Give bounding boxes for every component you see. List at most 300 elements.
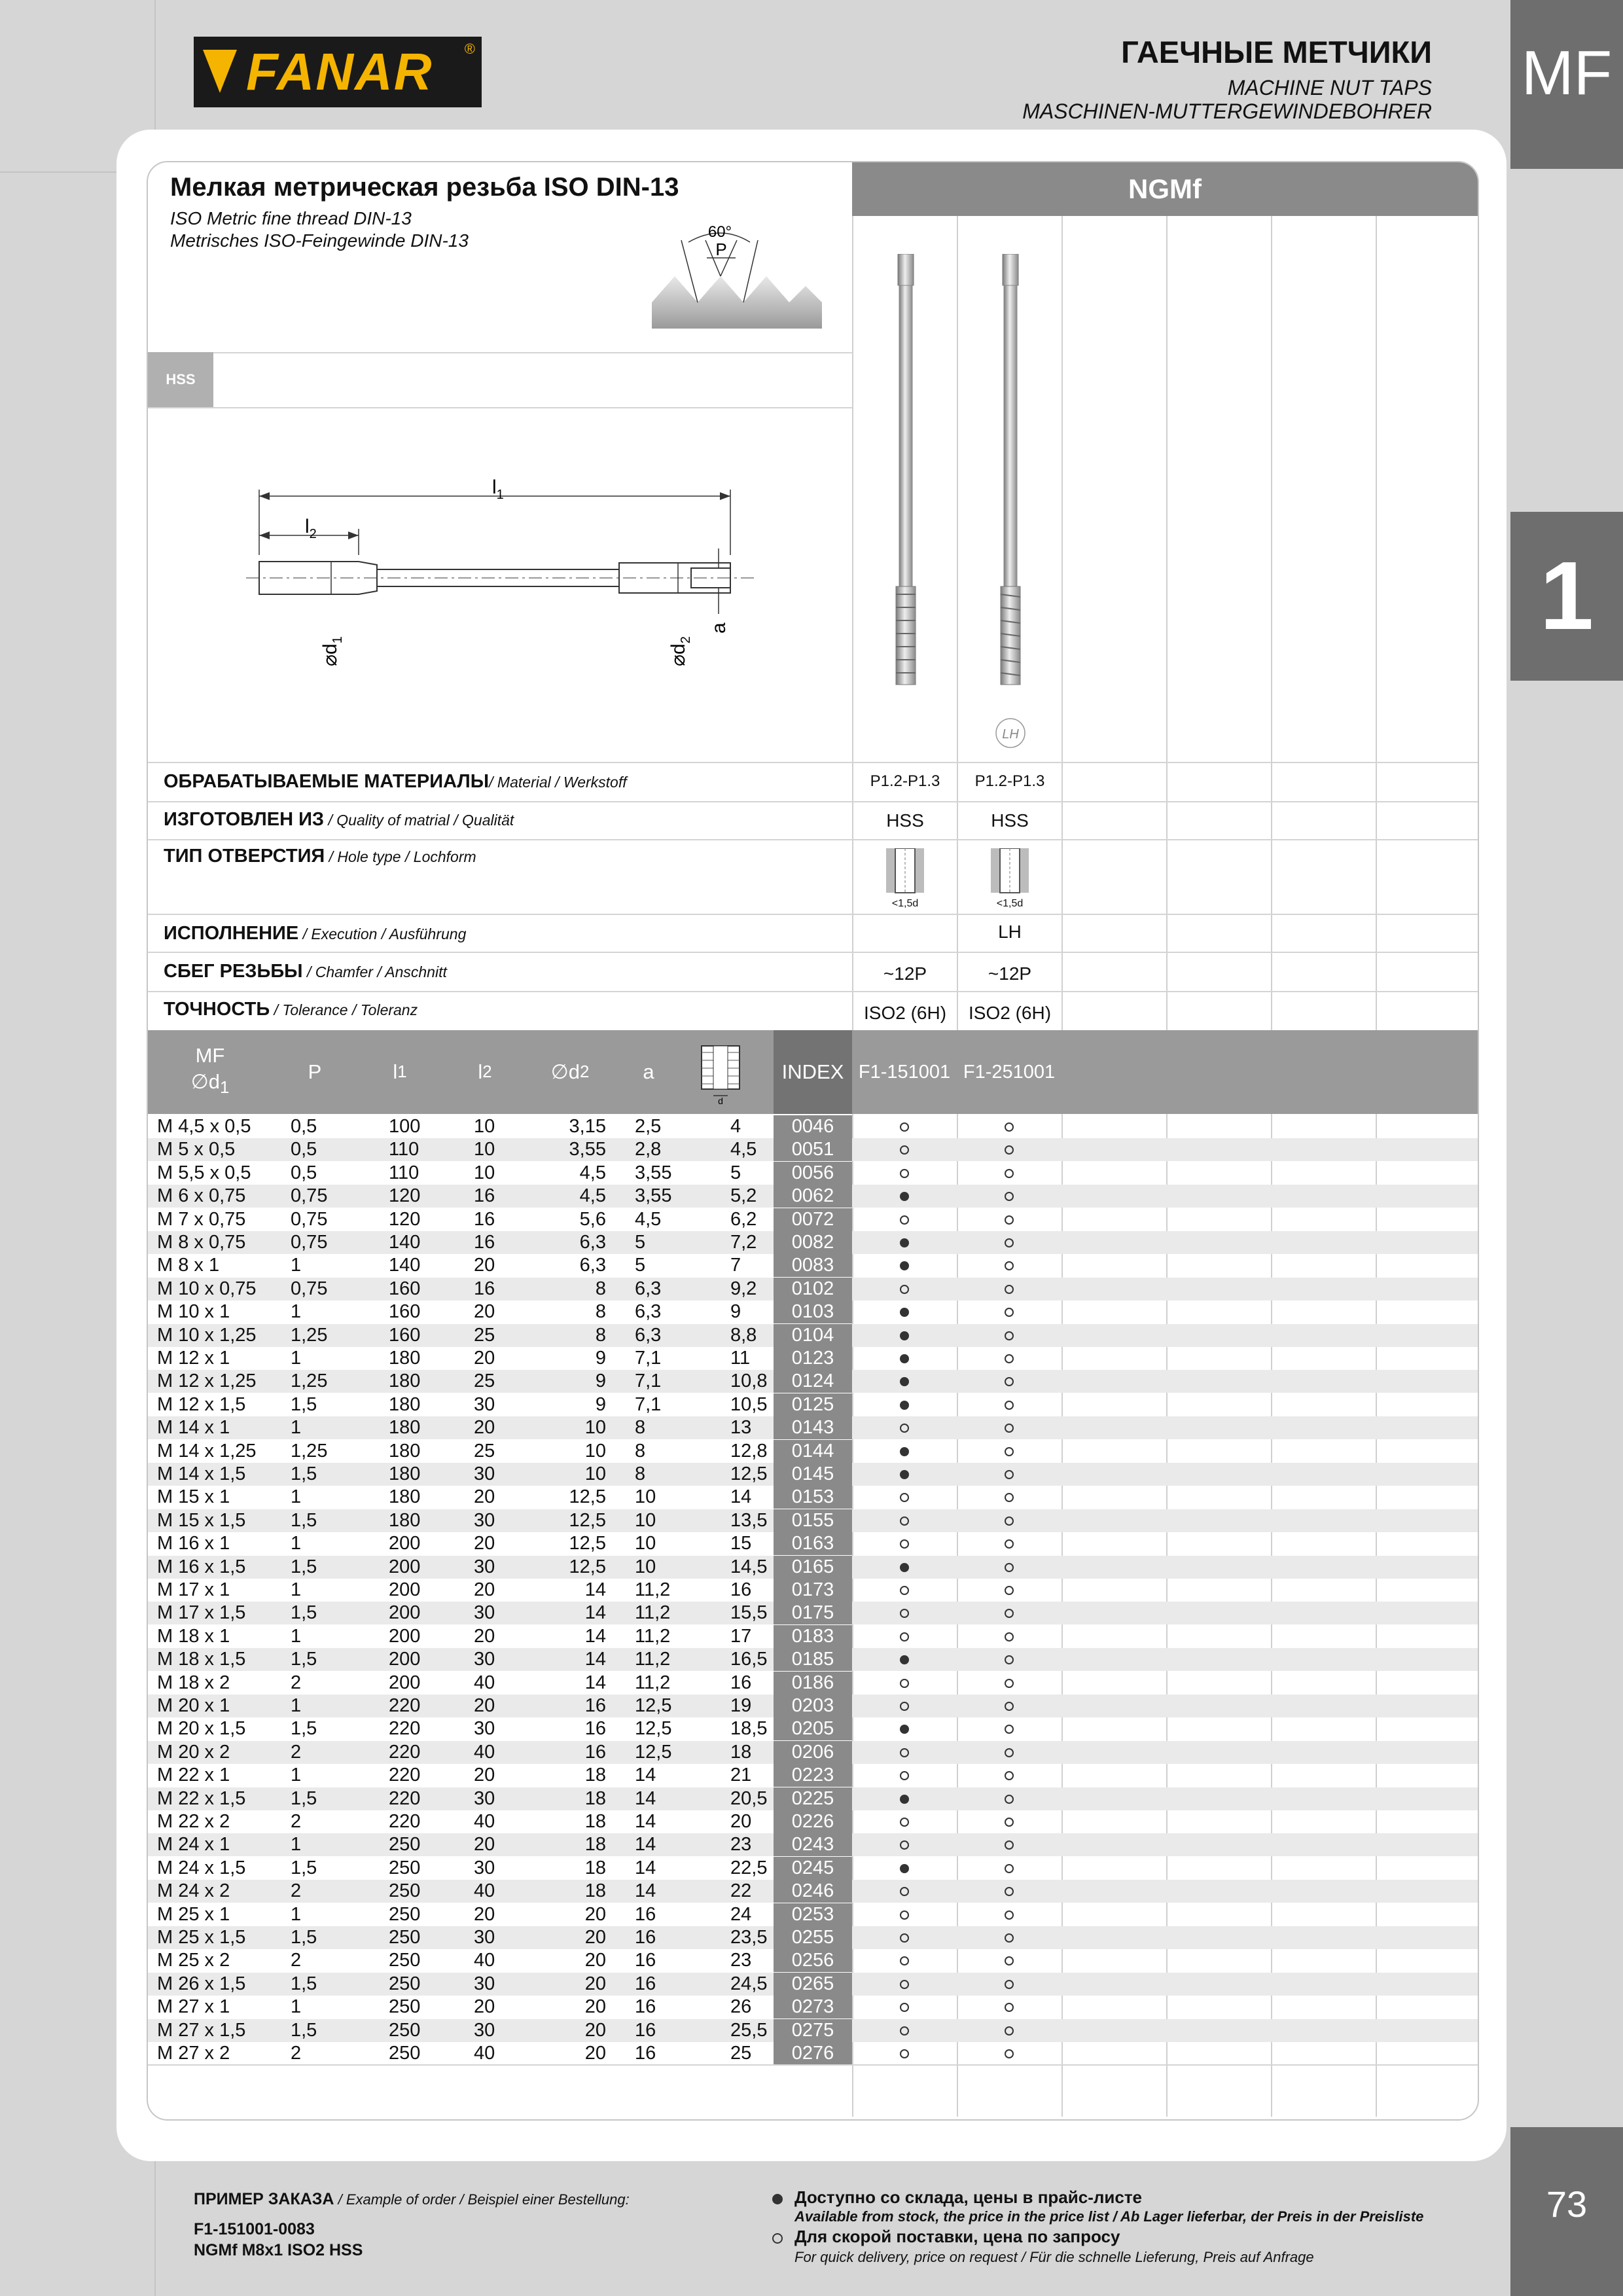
on-request-dot-icon — [900, 2049, 909, 2058]
cell-size: M 15 x 1 — [157, 1486, 230, 1508]
dim-l2: l — [305, 516, 310, 537]
cell-drill: 4,5 — [730, 1139, 757, 1160]
cell-drill: 23 — [730, 1834, 752, 1856]
table-row — [148, 1278, 1478, 1300]
cell-drill: 15,5 — [730, 1602, 768, 1624]
cell-l2: 20 — [474, 1834, 495, 1856]
cell-a: 10 — [635, 1509, 656, 1531]
cell-d2: 12,5 — [569, 1556, 606, 1577]
cell-a: 5 — [635, 1232, 646, 1253]
cell-d2: 20 — [584, 1996, 606, 2018]
cell-a: 16 — [635, 1927, 656, 1948]
cell-pitch: 0,75 — [291, 1185, 328, 1207]
cell-l1: 250 — [389, 1996, 421, 2018]
cell-pitch: 1,5 — [291, 1602, 317, 1624]
on-request-dot-icon — [900, 2003, 909, 2012]
cell-a: 6,3 — [635, 1324, 662, 1346]
on-request-dot-icon — [772, 2233, 783, 2244]
table-header — [148, 1030, 1478, 1114]
cell-l1: 200 — [389, 1649, 421, 1670]
cell-pitch: 2 — [291, 1950, 302, 1971]
page-title-de: MASCHINEN-MUTTERGEWINDEBOHRER — [1022, 99, 1432, 123]
cell-pitch: 1,5 — [291, 1787, 317, 1809]
cell-d2: 14 — [584, 1672, 606, 1693]
svg-text:⌀d2 — [668, 636, 693, 666]
divider — [148, 839, 1478, 840]
cell-drill: 16 — [730, 1579, 752, 1600]
dim-d1-sub: 1 — [330, 636, 345, 644]
in-stock-dot-icon — [900, 1470, 909, 1479]
table-row — [148, 1579, 1478, 1602]
cell-pitch: 1,5 — [291, 1973, 317, 1994]
cell-l1: 180 — [389, 1440, 421, 1462]
cell-drill: 12,5 — [730, 1463, 768, 1484]
cell-l1: 120 — [389, 1185, 421, 1207]
page-title-en: MACHINE NUT TAPS — [1227, 76, 1432, 99]
cell-pitch: 2 — [291, 1672, 302, 1693]
cell-drill: 22,5 — [730, 1857, 768, 1878]
on-request-dot-icon — [900, 1702, 909, 1711]
cell-l1: 160 — [389, 1301, 421, 1323]
cell-pitch: 1,5 — [291, 1463, 317, 1484]
cell-a: 11,2 — [635, 1672, 671, 1693]
on-request-dot-icon — [1005, 1308, 1014, 1317]
in-stock-dot-icon — [900, 1308, 909, 1317]
divider — [148, 952, 1478, 953]
on-request-dot-icon — [1005, 1331, 1014, 1340]
cell-drill: 20,5 — [730, 1787, 768, 1809]
cell-a: 11,2 — [635, 1602, 671, 1624]
cell-l2: 30 — [474, 1787, 495, 1809]
cell-l1: 180 — [389, 1371, 421, 1392]
cell-drill: 9 — [730, 1301, 741, 1323]
cell-index: 0256 — [774, 1949, 852, 1972]
th-d2: ∅d 2 — [550, 1060, 590, 1083]
cell-l1: 220 — [389, 1695, 421, 1716]
cell-l2: 30 — [474, 2019, 495, 2041]
fanar-logo — [194, 37, 482, 107]
th-l1: l 1 — [393, 1060, 407, 1083]
on-request-dot-icon — [1005, 1377, 1014, 1386]
on-request-dot-icon — [1005, 1725, 1014, 1734]
dim-d1: ⌀d — [319, 643, 341, 666]
cell-pitch: 1 — [291, 1903, 302, 1925]
cell-index: 0226 — [774, 1810, 852, 1833]
cell-l2: 25 — [474, 1371, 495, 1392]
cell-index: 0083 — [774, 1254, 852, 1277]
on-request-dot-icon — [1005, 1910, 1014, 1920]
cell-l2: 20 — [474, 1486, 495, 1508]
on-request-dot-icon — [900, 1887, 909, 1896]
cell-index: 0145 — [774, 1463, 852, 1486]
cell-l1: 250 — [389, 2019, 421, 2041]
cell-index: 0225 — [774, 1787, 852, 1810]
cell-a: 8 — [635, 1440, 646, 1462]
cell-pitch: 1,5 — [291, 1649, 317, 1670]
cell-drill: 16 — [730, 1672, 752, 1693]
cell-a: 2,8 — [635, 1139, 662, 1160]
dim-d2: ⌀d — [668, 643, 689, 666]
table-row — [148, 1162, 1478, 1185]
on-request-dot-icon — [1005, 1679, 1014, 1688]
page-number: 73 — [1510, 2127, 1623, 2296]
on-request-dot-icon — [1005, 1980, 1014, 1989]
on-request-dot-icon — [900, 1215, 909, 1225]
drill-diameter-label: d — [718, 1096, 723, 1105]
cell-pitch: 0,5 — [291, 1139, 317, 1160]
product-group-header: NGMf — [852, 162, 1478, 216]
cell-pitch: 1,5 — [291, 1857, 317, 1878]
cell-size: M 7 x 0,75 — [157, 1208, 246, 1230]
label-tolerance: ТОЧНОСТЬ / Tolerance / Toleranz — [164, 999, 418, 1020]
cell-d2: 8 — [595, 1324, 606, 1346]
cell-l1: 200 — [389, 1672, 421, 1693]
on-request-dot-icon — [900, 1609, 909, 1618]
dim-l1: l — [492, 476, 497, 498]
cell-pitch: 2 — [291, 2043, 302, 2064]
label-chamfer: СБЕГ РЕЗЬБЫ / Chamfer / Anschnitt — [164, 961, 447, 982]
th-index: INDEX — [774, 1030, 852, 1114]
cell-index: 0243 — [774, 1833, 852, 1856]
cell-index: 0144 — [774, 1440, 852, 1463]
cell-size: M 20 x 2 — [157, 1741, 230, 1763]
cell-size: M 10 x 1 — [157, 1301, 230, 1323]
cell-index: 0056 — [774, 1162, 852, 1185]
table-row — [148, 1625, 1478, 1648]
cell-pitch: 0,75 — [291, 1278, 328, 1299]
table-row — [148, 1764, 1478, 1787]
table-row — [148, 1532, 1478, 1555]
cell-drill: 13 — [730, 1417, 752, 1439]
cell-l2: 30 — [474, 1556, 495, 1577]
cell-l1: 220 — [389, 1787, 421, 1809]
cell-l1: 180 — [389, 1509, 421, 1531]
cell-a: 11,2 — [635, 1579, 671, 1600]
svg-text:⌀d1 — [319, 636, 345, 666]
cell-size: M 24 x 1,5 — [157, 1857, 246, 1878]
on-request-dot-icon — [1005, 1145, 1014, 1155]
cell-drill: 24 — [730, 1903, 752, 1925]
cell-drill: 10,8 — [730, 1371, 768, 1392]
cell-size: M 8 x 0,75 — [157, 1232, 246, 1253]
cell-l1: 220 — [389, 1741, 421, 1763]
on-request-dot-icon — [900, 1586, 909, 1595]
cell-d2: 20 — [584, 2043, 606, 2064]
quality-value-2: HSS — [991, 810, 1029, 831]
table-row — [148, 1556, 1478, 1579]
cell-d2: 18 — [584, 1857, 606, 1878]
in-stock-dot-icon — [900, 1864, 909, 1873]
cell-d2: 12,5 — [569, 1533, 606, 1554]
table-row — [148, 1857, 1478, 1880]
cell-drill: 25 — [730, 2043, 752, 2064]
cell-l1: 250 — [389, 1927, 421, 1948]
on-request-dot-icon — [1005, 1470, 1014, 1479]
material-value-2: P1.2-P1.3 — [974, 772, 1045, 790]
cell-l1: 250 — [389, 1857, 421, 1878]
cell-size: M 17 x 1 — [157, 1579, 230, 1600]
cell-a: 16 — [635, 2019, 656, 2041]
cell-a: 12,5 — [635, 1741, 672, 1763]
cell-index: 0103 — [774, 1300, 852, 1323]
cell-d2: 9 — [595, 1393, 606, 1415]
cell-d2: 20 — [584, 1927, 606, 1948]
cell-a: 16 — [635, 2043, 656, 2064]
on-request-dot-icon — [1005, 1748, 1014, 1757]
chamfer-value-2: ~12P — [988, 963, 1032, 984]
cell-d2: 6,3 — [579, 1232, 606, 1253]
divider — [148, 352, 852, 353]
cell-index: 0102 — [774, 1278, 852, 1300]
cell-drill: 11 — [730, 1348, 751, 1369]
in-stock-dot-icon — [900, 1354, 909, 1363]
tap-dimension-drawing — [246, 470, 757, 679]
cell-index: 0183 — [774, 1625, 852, 1648]
cell-size: M 27 x 1,5 — [157, 2019, 246, 2041]
label-quality: ИЗГОТОВЛЕН ИЗ / Quality of matrial / Qualität — [164, 809, 514, 830]
cell-index: 0104 — [774, 1324, 852, 1347]
cell-a: 8 — [635, 1417, 646, 1439]
cell-size: M 17 x 1,5 — [157, 1602, 246, 1624]
cell-l1: 220 — [389, 1811, 421, 1832]
dim-d2-sub: 2 — [679, 636, 693, 644]
thread-angle-label: 60° — [707, 223, 732, 241]
cell-d2: 5,6 — [579, 1208, 606, 1230]
on-request-dot-icon — [1005, 1493, 1014, 1502]
cell-a: 7,1 — [635, 1393, 662, 1415]
in-stock-dot-icon — [900, 1377, 909, 1386]
cell-d2: 18 — [584, 1834, 606, 1856]
on-request-dot-icon — [900, 1910, 909, 1920]
cell-drill: 22 — [730, 1880, 752, 1902]
cell-size: M 16 x 1 — [157, 1533, 230, 1554]
cell-size: M 25 x 2 — [157, 1950, 230, 1971]
on-request-dot-icon — [1005, 1424, 1014, 1433]
cell-size: M 22 x 2 — [157, 1811, 230, 1832]
cell-a: 10 — [635, 1486, 656, 1508]
logo-v-mark — [203, 50, 237, 93]
cell-l2: 16 — [474, 1208, 495, 1230]
cell-size: M 20 x 1,5 — [157, 1718, 246, 1740]
tolerance-value-2: ISO2 (6H) — [968, 1003, 1052, 1023]
on-request-dot-icon — [1005, 2003, 1014, 2012]
on-request-dot-icon — [900, 1516, 909, 1526]
cell-l1: 200 — [389, 1579, 421, 1600]
divider — [148, 801, 1478, 802]
cell-l2: 40 — [474, 1741, 495, 1763]
on-request-dot-icon — [1005, 1563, 1014, 1572]
on-request-dot-icon — [1005, 1447, 1014, 1456]
cell-pitch: 1 — [291, 1486, 302, 1508]
table-row — [148, 1833, 1478, 1856]
cell-drill: 23,5 — [730, 1927, 768, 1948]
product-panel — [147, 161, 1479, 2121]
cell-l2: 10 — [474, 1139, 495, 1160]
on-request-dot-icon — [1005, 1354, 1014, 1363]
cell-l2: 20 — [474, 1765, 495, 1786]
execution-value-2: LH — [998, 922, 1022, 942]
on-request-dot-icon — [1005, 1539, 1014, 1549]
on-request-dot-icon — [900, 2026, 909, 2036]
on-request-dot-icon — [900, 1980, 909, 1989]
table-row — [148, 1370, 1478, 1393]
cell-index: 0062 — [774, 1185, 852, 1208]
dim-a: a — [708, 622, 730, 634]
cell-d2: 12,5 — [569, 1509, 606, 1531]
table-row — [148, 1880, 1478, 1903]
cell-a: 2,5 — [635, 1116, 662, 1137]
cell-size: M 16 x 1,5 — [157, 1556, 246, 1577]
on-request-dot-icon — [1005, 1933, 1014, 1943]
cell-pitch: 1 — [291, 1834, 302, 1856]
cell-l2: 20 — [474, 1579, 495, 1600]
cell-size: M 22 x 1,5 — [157, 1787, 246, 1809]
cell-l1: 250 — [389, 1880, 421, 1902]
cell-drill: 5 — [730, 1162, 741, 1183]
cell-d2: 16 — [584, 1741, 606, 1763]
cell-pitch: 1 — [291, 1417, 302, 1439]
cell-l1: 200 — [389, 1533, 421, 1554]
table-row — [148, 1440, 1478, 1463]
in-stock-dot-icon — [900, 1331, 909, 1340]
page-guide-horizontal — [0, 171, 118, 173]
cell-d2: 20 — [584, 2019, 606, 2041]
cell-drill: 7 — [730, 1255, 741, 1276]
cell-size: M 18 x 1,5 — [157, 1649, 246, 1670]
on-request-dot-icon — [1005, 1285, 1014, 1294]
th-article-1: F1-151001 — [858, 1062, 951, 1083]
cell-pitch: 1 — [291, 1695, 302, 1716]
cell-l1: 180 — [389, 1417, 421, 1439]
table-row — [148, 1416, 1478, 1439]
cell-index: 0253 — [774, 1903, 852, 1926]
cell-l1: 220 — [389, 1718, 421, 1740]
cell-l1: 200 — [389, 1556, 421, 1577]
dim-l1-sub: 1 — [496, 488, 504, 502]
cell-size: M 22 x 1 — [157, 1765, 230, 1786]
cell-drill: 15 — [730, 1533, 752, 1554]
cell-d2: 20 — [584, 1973, 606, 1994]
cell-d2: 8 — [595, 1278, 606, 1299]
cell-d2: 3,15 — [569, 1116, 606, 1137]
cell-drill: 20 — [730, 1811, 752, 1832]
on-request-dot-icon — [1005, 1238, 1014, 1247]
logo-wordmark: FANAR — [246, 43, 433, 101]
on-request-dot-icon — [900, 1285, 909, 1294]
cell-size: M 15 x 1,5 — [157, 1509, 246, 1531]
on-request-dot-icon — [1005, 2026, 1014, 2036]
cell-index: 0175 — [774, 1602, 852, 1624]
cell-size: M 4,5 x 0,5 — [157, 1116, 251, 1137]
on-request-dot-icon — [1005, 1192, 1014, 1201]
on-request-dot-icon — [900, 1679, 909, 1688]
cell-l2: 30 — [474, 1927, 495, 1948]
cell-pitch: 1 — [291, 1625, 302, 1647]
divider — [148, 914, 1478, 915]
cell-l2: 30 — [474, 1509, 495, 1531]
table-row — [148, 1810, 1478, 1833]
on-request-dot-icon — [900, 1169, 909, 1178]
on-request-dot-icon — [900, 1840, 909, 1850]
cell-a: 11,2 — [635, 1625, 671, 1647]
cell-pitch: 1 — [291, 1579, 302, 1600]
cell-size: M 20 x 1 — [157, 1695, 230, 1716]
cell-pitch: 1 — [291, 1533, 302, 1554]
cell-a: 6,3 — [635, 1278, 662, 1299]
cell-index: 0051 — [774, 1138, 852, 1161]
cell-l2: 10 — [474, 1116, 495, 1137]
cell-drill: 18,5 — [730, 1718, 768, 1740]
in-stock-dot-icon — [772, 2194, 783, 2204]
cell-size: M 6 x 0,75 — [157, 1185, 246, 1207]
on-request-dot-icon — [1005, 1586, 1014, 1595]
cell-l1: 160 — [389, 1278, 421, 1299]
cell-d2: 18 — [584, 1787, 606, 1809]
th-p: P — [308, 1060, 322, 1083]
cell-drill: 8,8 — [730, 1324, 757, 1346]
cell-l2: 40 — [474, 2043, 495, 2064]
cell-index: 0275 — [774, 2019, 852, 2042]
cell-pitch: 1 — [291, 1765, 302, 1786]
table-row — [148, 1185, 1478, 1208]
on-request-dot-icon — [900, 1122, 909, 1132]
cell-a: 16 — [635, 1973, 656, 1994]
table-row — [148, 1926, 1478, 1949]
cell-size: M 5 x 0,5 — [157, 1139, 236, 1160]
table-row — [148, 1300, 1478, 1323]
cell-l1: 250 — [389, 1950, 421, 1971]
cell-l2: 40 — [474, 1811, 495, 1832]
on-request-dot-icon — [900, 1956, 909, 1965]
on-request-dot-icon — [1005, 1169, 1014, 1178]
cell-a: 5 — [635, 1255, 646, 1276]
cell-l1: 120 — [389, 1208, 421, 1230]
legend-stock-ru: Доступно со склада, цены в прайс-листе — [794, 2187, 1143, 2207]
cell-a: 14 — [635, 1880, 656, 1902]
cell-d2: 10 — [584, 1417, 606, 1439]
cell-l1: 200 — [389, 1602, 421, 1624]
on-request-dot-icon — [900, 1818, 909, 1827]
cell-size: M 10 x 0,75 — [157, 1278, 257, 1299]
cell-pitch: 1,25 — [291, 1440, 328, 1462]
cell-index: 0186 — [774, 1672, 852, 1695]
cell-l1: 250 — [389, 1903, 421, 1925]
cell-drill: 9,2 — [730, 1278, 757, 1299]
cell-pitch: 1,5 — [291, 1927, 317, 1948]
cell-drill: 5,2 — [730, 1185, 757, 1207]
cell-index: 0185 — [774, 1648, 852, 1671]
cell-d2: 14 — [584, 1649, 606, 1670]
hole-type-value-1: <1,5d — [891, 898, 919, 909]
cell-a: 11,2 — [635, 1649, 671, 1670]
cell-l1: 140 — [389, 1255, 421, 1276]
cell-pitch: 1 — [291, 1348, 302, 1369]
cell-size: M 14 x 1,25 — [157, 1440, 257, 1462]
cell-pitch: 1,5 — [291, 1718, 317, 1740]
hole-type-icon — [991, 848, 1029, 901]
cell-drill: 12,8 — [730, 1440, 768, 1462]
cell-a: 16 — [635, 1996, 656, 2018]
table-row — [148, 2042, 1478, 2065]
on-request-dot-icon — [1005, 1215, 1014, 1225]
cell-l2: 20 — [474, 1255, 495, 1276]
in-stock-dot-icon — [900, 1401, 909, 1410]
divider — [148, 407, 852, 408]
cell-a: 6,3 — [635, 1301, 662, 1323]
cell-drill: 23 — [730, 1950, 752, 1971]
in-stock-dot-icon — [900, 1655, 909, 1664]
cell-size: M 18 x 1 — [157, 1625, 230, 1647]
